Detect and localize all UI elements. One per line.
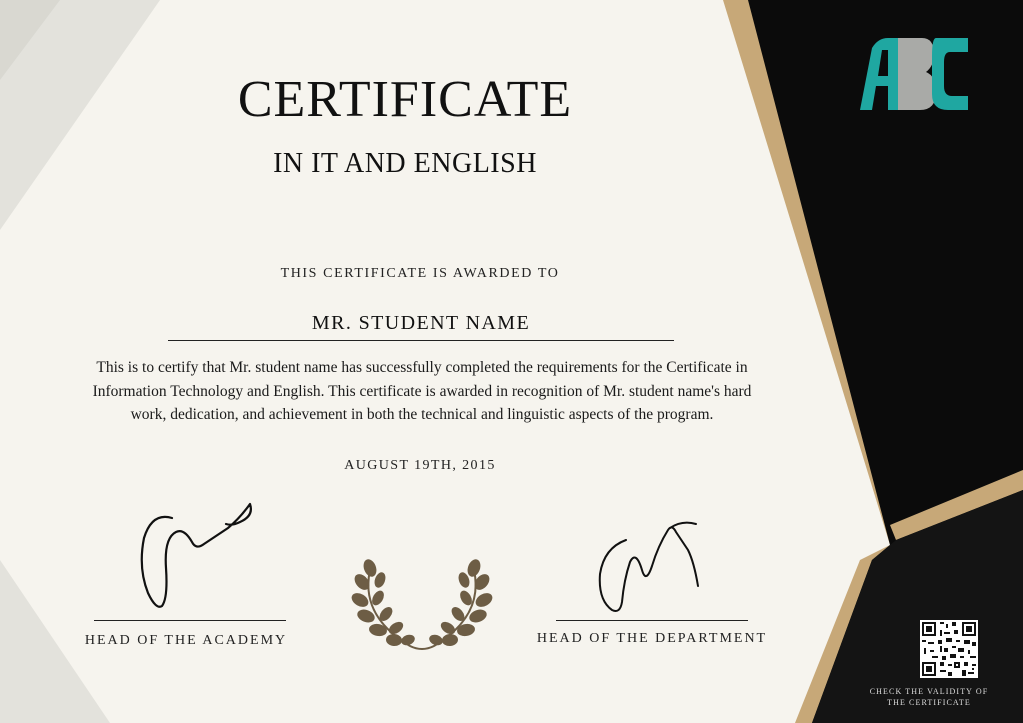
recipient-name: MR. STUDENT NAME xyxy=(311,312,531,334)
certificate-title: CERTIFICATE xyxy=(237,71,573,128)
left-signature-line xyxy=(94,620,286,621)
certificate-subtitle: IN IT AND ENGLISH xyxy=(273,148,537,179)
name-underline xyxy=(168,340,674,341)
left-signature-icon xyxy=(132,498,262,618)
laurel-wreath-icon xyxy=(350,556,494,656)
abc-logo-icon xyxy=(858,36,970,112)
qr-caption: CHECK THE VALIDITY OF THE CERTIFICATE xyxy=(869,687,989,707)
right-signature-icon xyxy=(590,510,720,618)
right-signature-line xyxy=(556,620,748,621)
certificate-date: AUGUST 19TH, 2015 xyxy=(344,458,496,473)
left-signature-label: HEAD OF THE ACADEMY xyxy=(84,633,288,648)
certificate-body: This is to certify that Mr. student name has successfully completed the requirements for the Certificate in Information Technology and English. This certificate is awarded in recognition of Mr. student name's hard work, dedication, and achievement in both the technical and linguistic aspects of the program. xyxy=(92,359,752,423)
right-signature-label: HEAD OF THE DEPARTMENT xyxy=(536,631,768,646)
qr-code-icon xyxy=(920,620,978,678)
awarded-to-label: THIS CERTIFICATE IS AWARDED TO xyxy=(280,266,560,281)
